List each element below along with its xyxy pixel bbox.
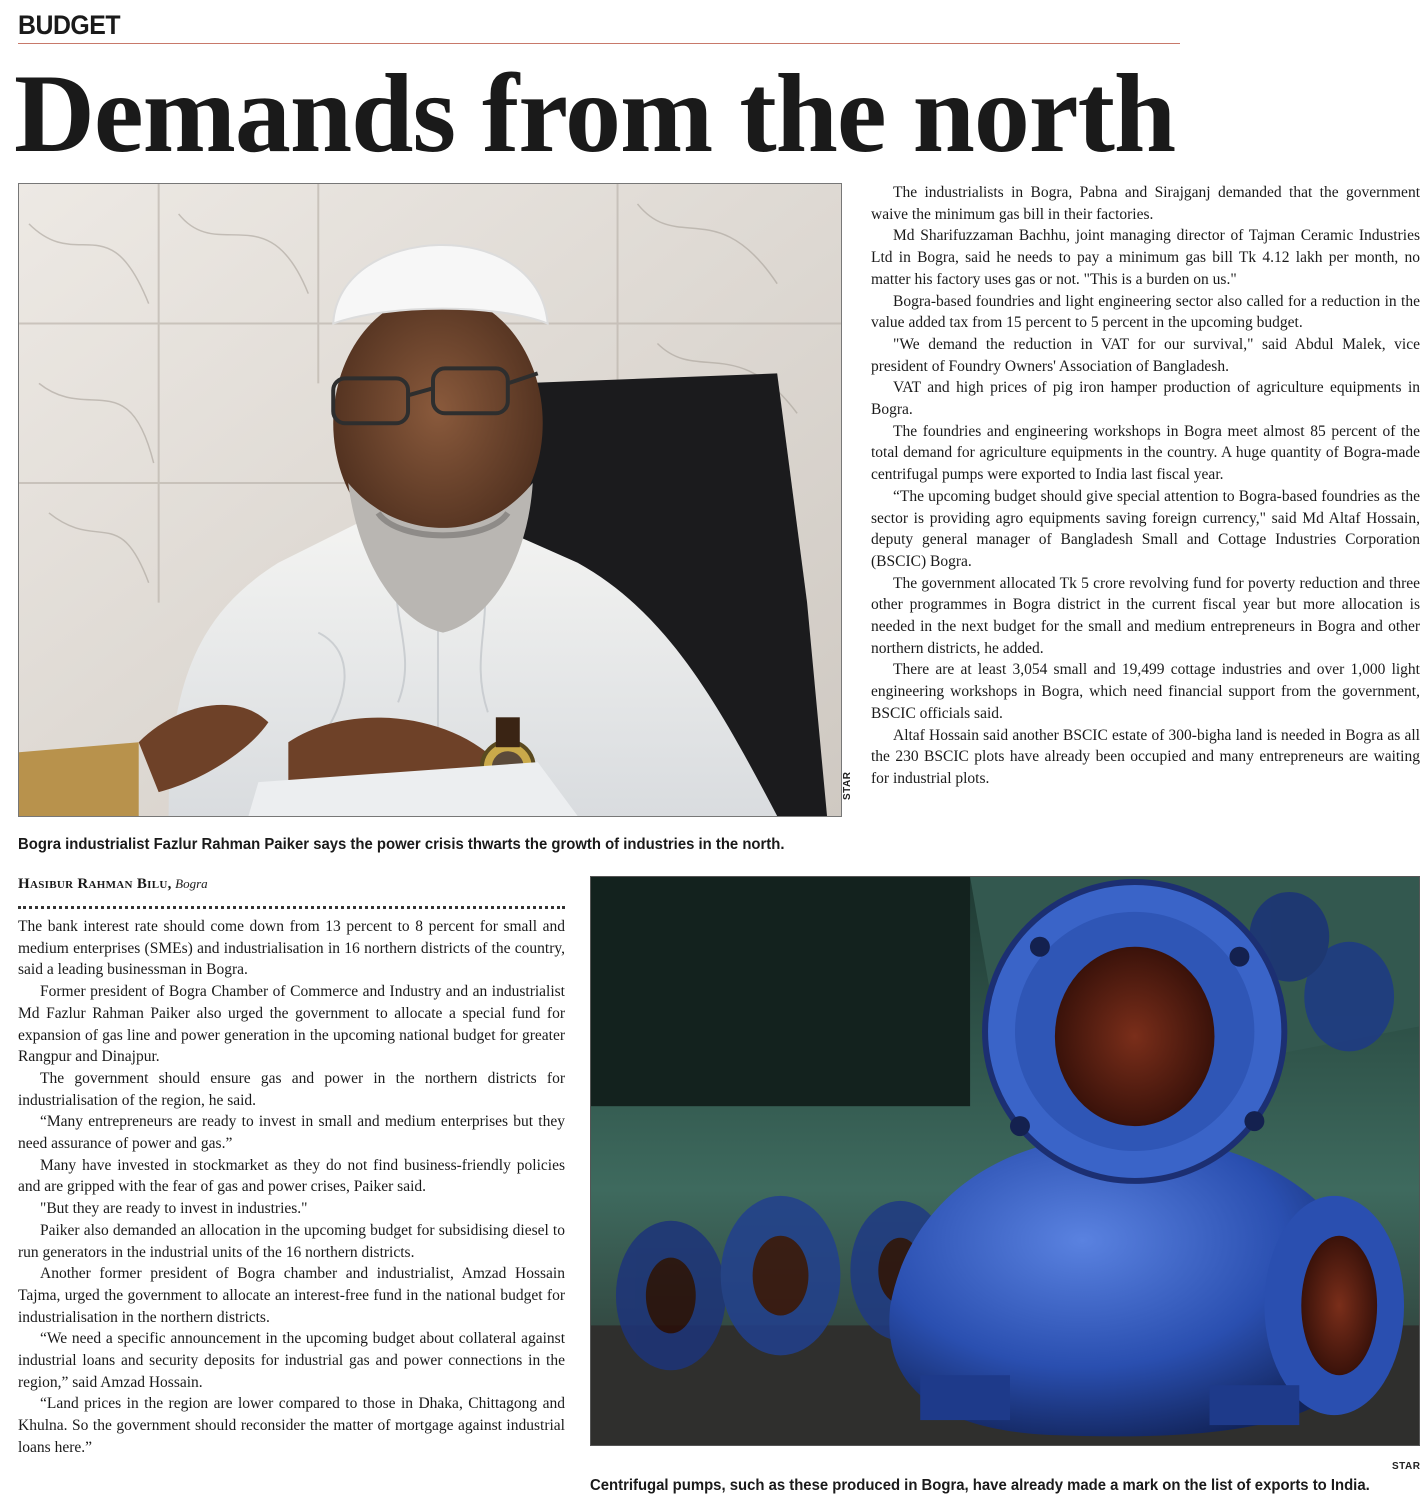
photo-industrialist xyxy=(18,183,842,817)
photo-credit-top: STAR xyxy=(842,771,853,800)
paragraph: Md Sharifuzzaman Bachhu, joint managing director of Tajman Ceramic Industries Ltd in Bogra, said he needs to pay a minimum gas bill Tk 4.12 lakh per month, no matter his factory uses gas or not. "This is a burden on us." xyxy=(871,227,1420,288)
paragraph: Altaf Hossain said another BSCIC estate of 300-bigha land is needed in Bogra as all the 230 BSCIC plots have already been occupied and many entrepreneurs are waiting for industrial plots. xyxy=(871,726,1420,787)
byline-divider xyxy=(18,906,565,909)
paragraph: “The upcoming budget should give special attention to Bogra-based foundries as the sector is providing agro equipments saving foreign currency," said Md Altaf Hossain, deputy general manager of Bangladesh Small and Cottage Industries Corporation (BSCIC) Bogra. xyxy=(871,487,1420,570)
headline: Demands from the north xyxy=(14,52,1176,176)
photo-centrifugal-pumps xyxy=(590,876,1420,1446)
section-label: BUDGET xyxy=(18,10,121,40)
paragraph: The foundries and engineering workshops in Bogra meet almost 85 percent of the total demand for agriculture equipments in the country. A huge quantity of Bogra-made centrifugal pumps were exported to India last fiscal year. xyxy=(871,422,1420,484)
photo-industrialist-graphic xyxy=(19,184,841,816)
paragraph: "We demand the reduction in VAT for our survival," said Abdul Malek, vice president of Foundry Owners' Association of Bangladesh. xyxy=(871,335,1420,375)
byline xyxy=(18,876,208,893)
paragraph: There are at least 3,054 small and 19,499 cottage industries and over 1,000 light engineering workshops in Bogra, which need financial support from the government, BSCIC officials said. xyxy=(871,661,1420,722)
paragraph: “Many entrepreneurs are ready to invest in small and medium enterprises but they need assurance of power and gas.” xyxy=(18,1113,565,1153)
section-divider xyxy=(18,43,1180,44)
photo-caption-top: Bogra industrialist Fazlur Rahman Paiker says the power crisis thwarts the growth of industries in the north. xyxy=(18,836,785,853)
paragraph: “Land prices in the region are lower compared to those in Dhaka, Chittagong and Khulna. So the government should reconsider the matter of mortgage against industrial loans here.” xyxy=(18,1395,565,1456)
article-column-left xyxy=(18,916,565,1459)
paragraph: Many have invested in stockmarket as they do not find business-friendly policies and are gripped with the fear of gas and power crises, Paiker said. xyxy=(18,1156,565,1196)
paragraph: Former president of Bogra Chamber of Commerce and Industry and an industrialist Md Fazlur Rahman Paiker also urged the government to allocate a special fund for expansion of gas line and power generation in the upcoming national budget for greater Rangpur and Dinajpur. xyxy=(18,983,565,1066)
photo-pumps-graphic xyxy=(591,877,1419,1445)
paragraph: Bogra-based foundries and light engineering sector also called for a reduction in the value added tax from 15 percent to 5 percent in the upcoming budget. xyxy=(871,292,1420,332)
photo-caption-bottom: Centrifugal pumps, such as these produced in Bogra, have already made a mark on the list of exports to India. xyxy=(590,1477,1370,1494)
article-column-right xyxy=(871,182,1420,790)
paragraph: The industrialists in Bogra, Pabna and Sirajganj demanded that the government waive the minimum gas bill in their factories. xyxy=(871,184,1420,223)
paragraph: Another former president of Bogra chamber and industrialist, Amzad Hossain Tajma, urged the government to allocate an interest-free fund in the national budget for industrialisation in the northern districts. xyxy=(18,1265,565,1326)
paragraph: The government allocated Tk 5 crore revolving fund for poverty reduction and three other programmes in Bogra district in the current fiscal year but more allocation is needed in the next budget for the small and medium entrepreneurs in Bogra and other northern districts, he added. xyxy=(871,574,1420,657)
paragraph: The government should ensure gas and power in the northern districts for industrialisation of the region, he said. xyxy=(18,1069,565,1109)
paragraph: “We need a specific announcement in the upcoming budget about collateral against industrial loans and security deposits for industrial gas and power connections in the region,” said Amzad Hossain. xyxy=(18,1330,565,1391)
paragraph: VAT and high prices of pig iron hamper production of agriculture equipments in Bogra. xyxy=(871,379,1420,419)
paragraph: "But they are ready to invest in industries." xyxy=(40,1200,308,1218)
photo-credit-bottom: STAR xyxy=(1392,1461,1421,1472)
byline-author: Hasibur Rahman Bilu, xyxy=(18,876,172,892)
paragraph: Paiker also demanded an allocation in the upcoming budget for subsidising diesel to run generators in the industrial units of the 16 northern districts. xyxy=(18,1221,565,1261)
byline-place: Bogra xyxy=(175,876,208,891)
lead-paragraph: The bank interest rate should come down from 13 percent to 8 percent for small and medium enterprises (SMEs) and industrialisation in 16 northern districts of the country, said a leading businessman in Bogra. xyxy=(18,918,565,979)
